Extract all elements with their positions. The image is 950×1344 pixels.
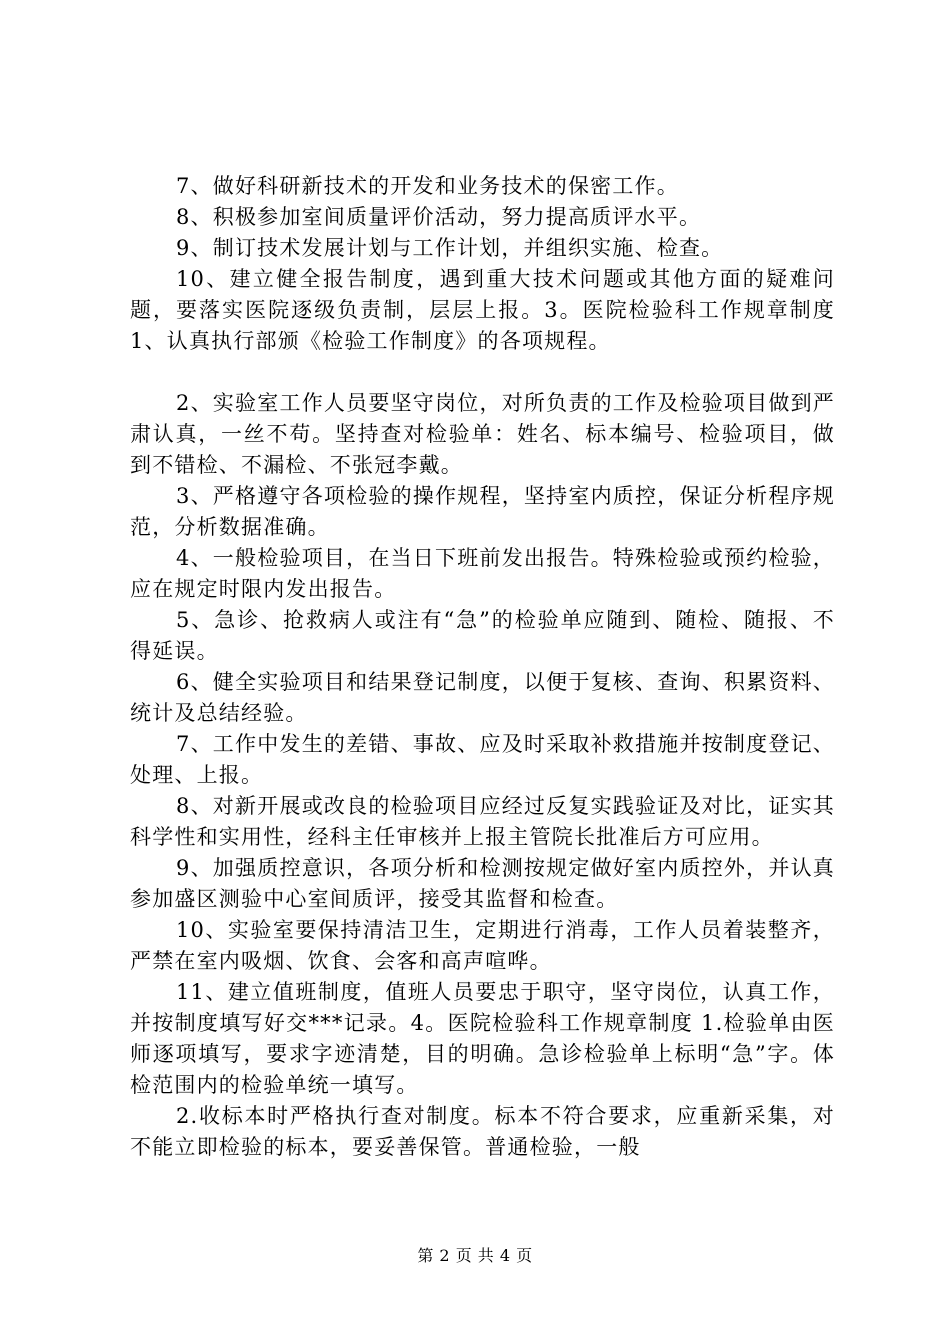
paragraph: 3、严格遵守各项检验的操作规程，坚持室内质控，保证分析程序规范，分析数据准确。	[130, 484, 835, 539]
paragraph: 5、急诊、抢救病人或注有“急”的检验单应随到、随检、随报、不得延误。	[130, 608, 835, 663]
paragraph: 10、实验室要保持清洁卫生，定期进行消毒，工作人员着装整齐，严禁在室内吸烟、饮食、会客和高声喧哗。	[130, 918, 835, 973]
paragraph: 7、做好科研新技术的开发和业务技术的保密工作。	[176, 174, 679, 198]
document-body	[130, 171, 835, 1163]
paragraph: 9、制订技术发展计划与工作计划，并组织实施、检查。	[176, 236, 724, 260]
paragraph: 6、健全实验项目和结果登记制度，以便于复核、查询、积累资料、统计及总结经验。	[130, 670, 835, 725]
paragraph: 2、实验室工作人员要坚守岗位，对所负责的工作及检验项目做到严肃认真，一丝不苟。坚持查对检验单：姓名、标本编号、检验项目，做到不错检、不漏检、不张冠李戴。	[130, 391, 835, 477]
paragraph: 9、加强质控意识，各项分析和检测按规定做好室内质控外，并认真参加盛区测验中心室间质评，接受其监督和检查。	[130, 856, 835, 911]
paragraph: 11、建立值班制度，值班人员要忠于职守，坚守岗位，认真工作，并按制度填写好交***记录。4。医院检验科工作规章制度 1.检验单由医师逐项填写，要求字迹清楚，目的明确。急诊检验单上标明“急”字。体检范围内的检验单统一填写。	[130, 980, 835, 1097]
page-number-footer: 第 2 页 共 4 页	[417, 1246, 533, 1265]
paragraph: 7、工作中发生的差错、事故、应及时采取补救措施并按制度登记、处理、上报。	[130, 732, 835, 787]
paragraph: 8、积极参加室间质量评价活动，努力提高质评水平。	[176, 205, 702, 229]
paragraph: 4、一般检验项目，在当日下班前发出报告。特殊检验或预约检验，应在规定时限内发出报告。	[130, 546, 835, 601]
paragraph: 10、建立健全报告制度，遇到重大技术问题或其他方面的疑难问题，要落实医院逐级负责制，层层上报。3。医院检验科工作规章制度 1、认真执行部颁《检验工作制度》的各项规程。	[130, 267, 835, 353]
paragraph: 2.收标本时严格执行查对制度。标本不符合要求，应重新采集，对不能立即检验的标本，要妥善保管。普通检验，一般	[130, 1104, 835, 1159]
paragraph: 8、对新开展或改良的检验项目应经过反复实践验证及对比，证实其科学性和实用性，经科主任审核并上报主管院长批准后方可应用。	[130, 794, 835, 849]
